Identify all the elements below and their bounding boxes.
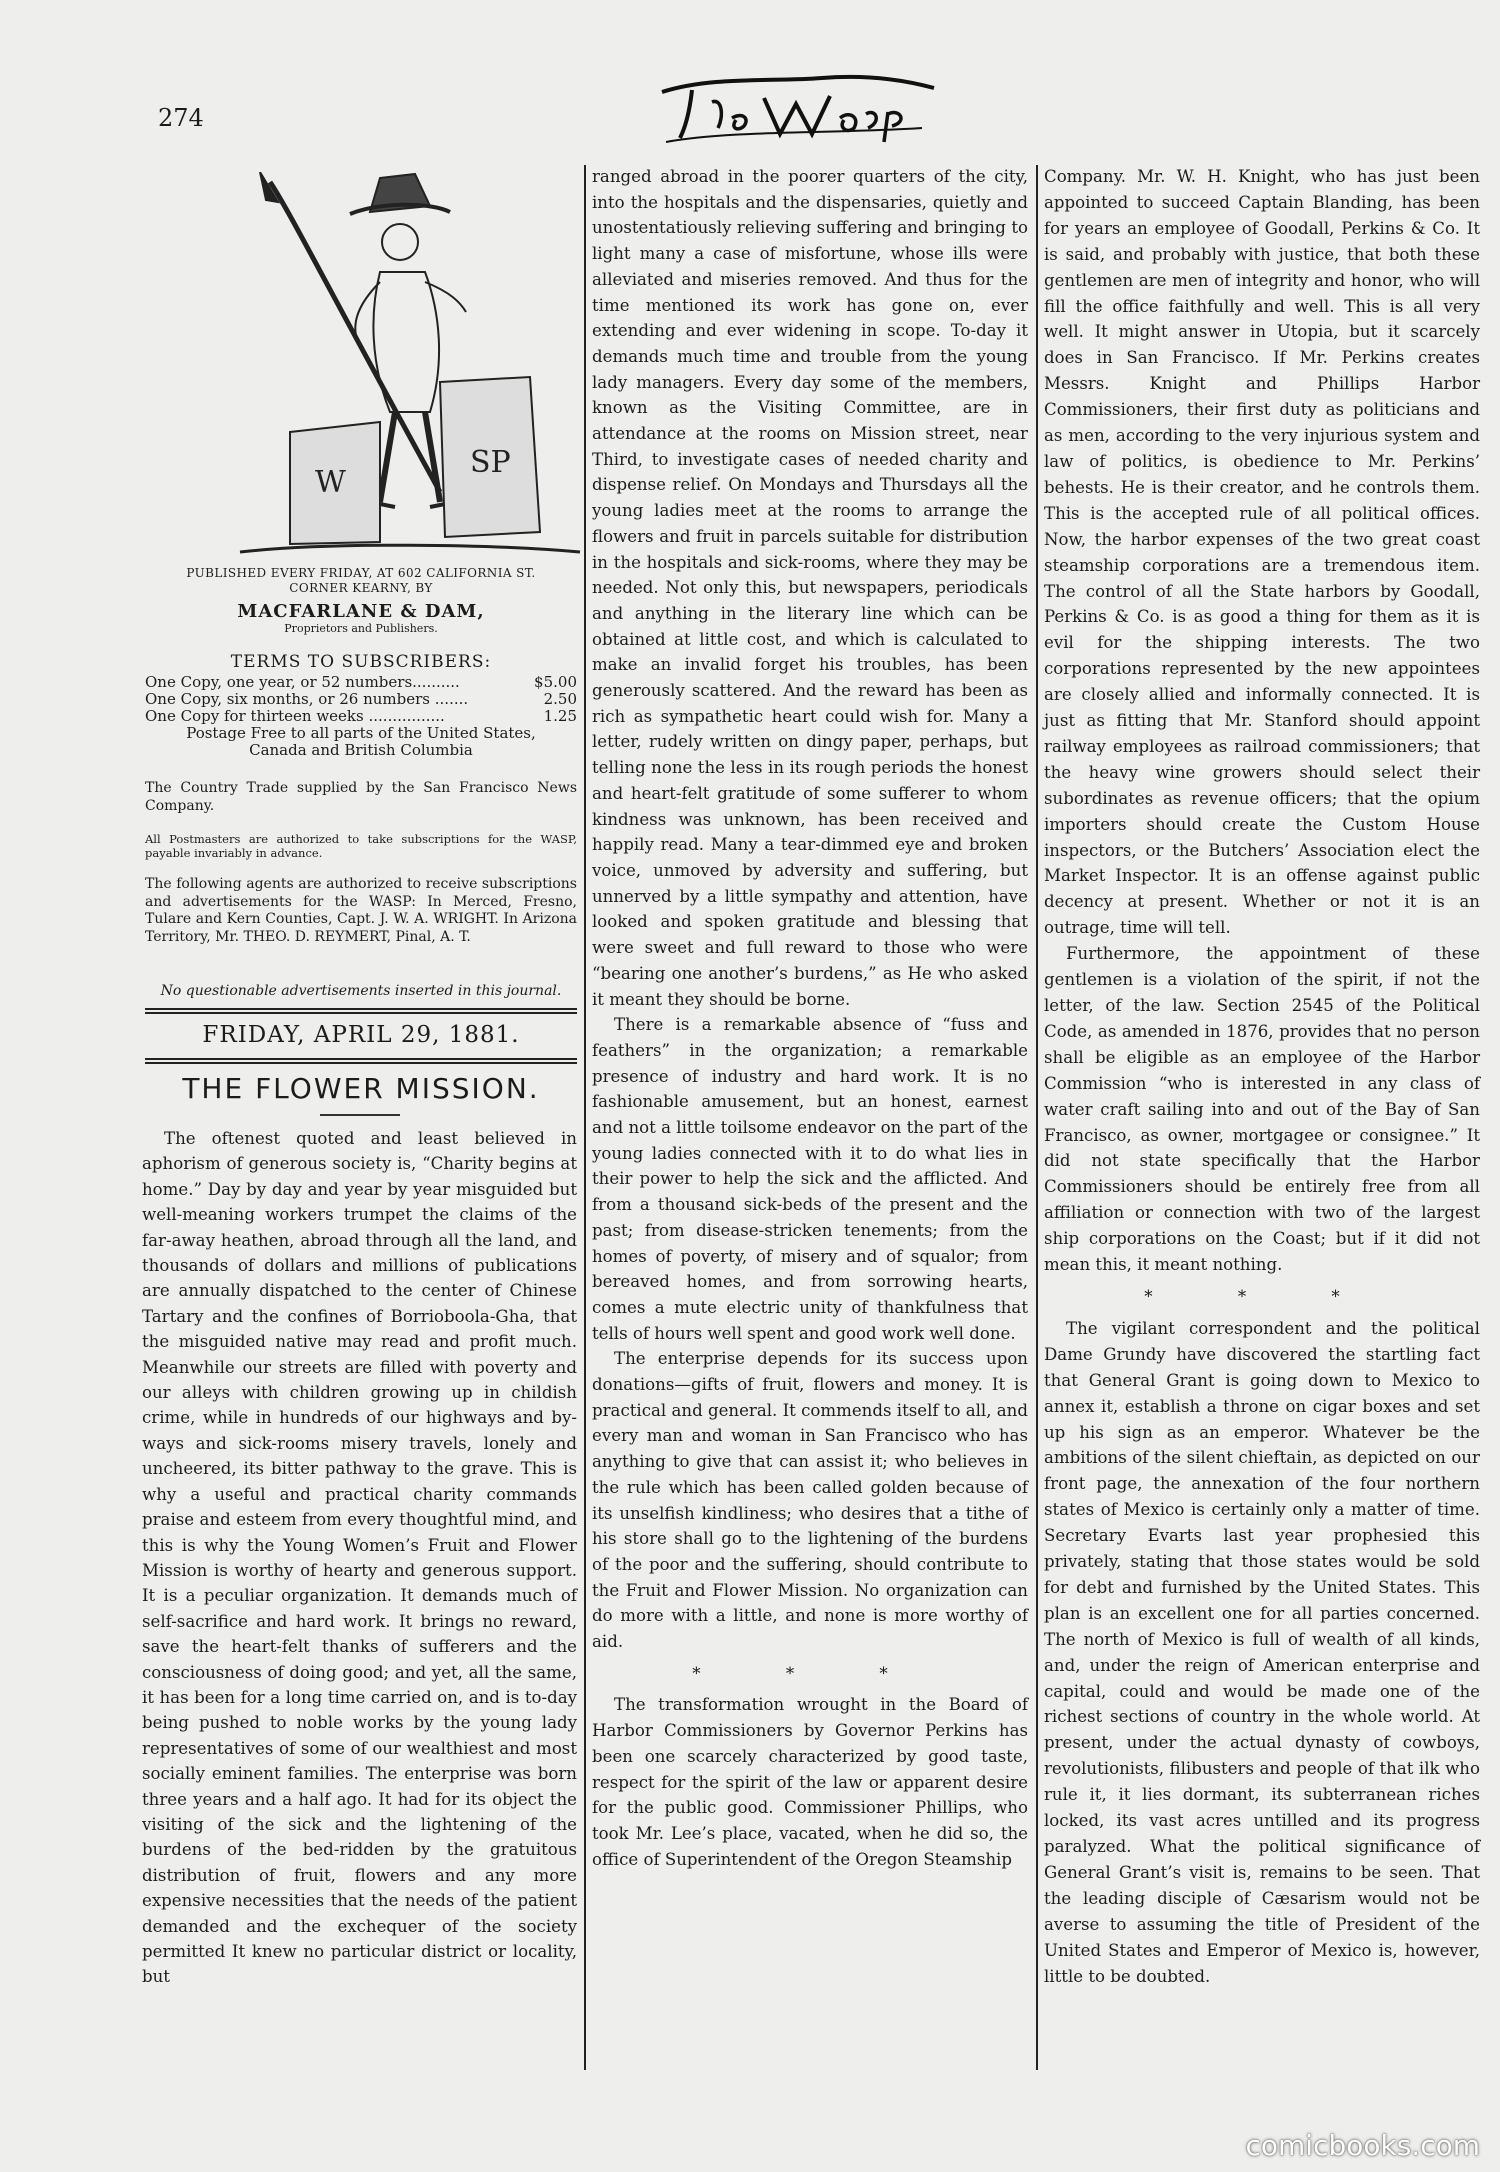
postmasters-note: All Postmasters are authorized to take subscriptions for the WASP, payable invariably in advance.: [145, 832, 577, 860]
column-3: [1044, 164, 1480, 1989]
terms-row: One Copy, six months, or 26 numbers ....... 2.50: [145, 690, 577, 708]
title-rule: [320, 1114, 400, 1116]
rule: [145, 1062, 577, 1064]
publisher-line1: PUBLISHED EVERY FRIDAY, AT 602 CALIFORNIA ST.: [186, 566, 536, 580]
no-ads-notice: No questionable advertisements inserted in this journal.: [160, 983, 562, 999]
rule: [145, 1008, 577, 1010]
paragraph: The transformation wrought in the Board of Harbor Commissioners by Governor Perkins has been one scarcely characterized by good taste, respect for the spirit of the law or apparent desire for the public good. Commissioner Phillips, who took Mr. Lee’s place, vacated, when he did so, the office of Superintendent of the Oregon Steamship: [592, 1695, 1028, 1869]
svg-text:SP: SP: [470, 445, 511, 480]
terms-row: One Copy, one year, or 52 numbers.......... $5.00: [145, 673, 577, 691]
paragraph: The oftenest quoted and least believed in aphorism of generous society is, “Charity begins at home.” Day by day and year by year misguided but well-meaning workers trumpet the claims of the far-away heathen, abroad through all the land, and thousands of dollars and millions of publications are annually dispatched to the center of Chinese Tartary and the confines of Borrioboola-Gha, that the misguided native may read and profit much. Meanwhile our streets are filled with poverty and our alleys with children growing up in childish crime, while in hundreds of our highways and by-ways and sick-rooms misery travels, lonely and uncheered, its bitter pathway to the grave. This is why a useful and practical charity commands praise and esteem from every thoughtful mind, and this is why the Young Women’s Fruit and Flower Mission is worthy of hearty and generous support. It is a peculiar organization. It demands much of self-sacrifice and hard work. It brings no reward, save the heart-felt thanks of sufferers and the consciousness of doing good; and yet, all the same, it has been for a long time carried on, and is to-day being pushed to noble works by the young lady representatives of some of our wealthiest and most socially eminent families. The enterprise was born three years and a half ago. It had for its object the visiting of the sick and the lightening of the burdens of the bed-ridden by the gratuitous distribution of fruit, flowers and any more expensive necessities that the needs of the patient demanded and the exchequer of the society permitted It knew no particular district or locality, but: [142, 1129, 577, 1987]
issue-date: FRIDAY, APRIL 29, 1881.: [202, 1022, 520, 1048]
paragraph: Furthermore, the appointment of these gentlemen is a violation of the spirit, if not the letter, of the law. Section 2545 of the Political Code, as amended in 1876, provides that no person shall be eligible as an employee of the Harbor Commission “who is interested in any class of water craft sailing into and out of the Bay of San Francisco, as owner, mortgagee or consignee.” It did not state specifically that the Harbor Commissioners should be entirely free from all affiliation or connection with two of the largest ship corporations on the Coast; but if it did not mean this, it meant nothing.: [1044, 944, 1480, 1275]
section-stars: * * *: [692, 1663, 928, 1683]
terms-table: [145, 674, 577, 759]
postage-note: Postage Free to all parts of the United States, Canada and British Columbia: [186, 724, 536, 759]
rule: [145, 1058, 577, 1060]
publisher-line2: CORNER KEARNY, BY: [289, 581, 433, 595]
masthead-logo: [652, 68, 942, 148]
paragraph: Company. Mr. W. H. Knight, who has just been appointed to succeed Captain Blanding, has been for years an employee of Goodall, Perkins & Co. It is said, and probably with justice, that both these gentlemen are men of integrity and honor, who will fill the office faithfully and well. This is all very well. It might answer in Utopia, but it scarcely does in San Francisco. If Mr. Perkins creates Messrs. Knight and Phillips Harbor Commissioners, their first duty as politicians and as men, according to the very injurious system and law of politics, is obedience to Mr. Perkins’ behests. He is their creator, and he controls them. This is the accepted rule of all political offices. Now, the harbor expenses of the two great coast steamship corporations are a tremendous item. The control of all the State harbors by Goodall, Perkins & Co. is as good a thing for them as it is evil for the shipping interests. The two corporations represented by the new appointees are closely allied and informally connected. It is just as fitting that Mr. Stanford should appoint railway employees as railroad commissioners; that the heavy wine growers should select their subordinates as revenue officers; that the opium importers should create the Custom House inspectors, or the Butchers’ Association elect the Market Inspector. It is an offense against public decency at present. Whether or not it is an outrage, time will tell.: [1044, 167, 1480, 938]
rule: [145, 1012, 577, 1014]
paragraph: ranged abroad in the poorer quarters of the city, into the hospitals and the dispensaries, quietly and unostentatiously relieving suffering and bringing to light many a case of misfortune, whose ills were alleviated and miseries removed. And thus for the time mentioned its work has gone on, ever extending and ever widening in scope. To-day it demands much time and trouble from the young lady managers. Every day some of the members, known as the Visiting Committee, are in attendance at the rooms on Mission street, near Third, to investigate cases of needed charity and dispense relief. On Mondays and Thursdays all the young ladies meet at the rooms to arrange the flowers and fruit in parcels suitable for distribution in the hospitals and sick-rooms, where they may be needed. Not only this, but newspapers, periodicals and anything in the literary line which can be obtained at little cost, and which is calculated to make an invalid forget his troubles, has been generously scattered. And the reward has been as rich as sympathetic heart could wish for. Many a letter, rudely written on dingy paper, perhaps, but telling none the less in its rough periods the honest and heart-felt gratitude of some sufferer to whom kindness was unknown, has been received and happily read. Many a tear-dimmed eye and broken voice, unmoved by adversity and suffering, but unnerved by a little sympathy and attention, have looked and spoken gratitude and blessing that were sweet and full reward to those who were “bearing one another’s burdens,” as He who asked it meant they should be borne.: [592, 167, 1028, 1009]
agents-note: The following agents are authorized to receive subscriptions and advertisements for the WASP: In Merced, Fresno, Tulare and Kern Counties, Capt. J. W. A. WRIGHT. In Arizona Territory, Mr. THEO. D. REYMERT, Pinal, A. T.: [145, 876, 577, 945]
publisher-role: Proprietors and Publishers.: [284, 622, 438, 635]
section-stars: * * *: [1144, 1286, 1380, 1306]
country-trade-note: The Country Trade supplied by the San Francisco News Company.: [145, 780, 577, 814]
watermark-text: comicbooks.com: [1245, 2129, 1480, 2162]
svg-text:W: W: [315, 465, 346, 500]
column-1: [142, 1126, 577, 1990]
publisher-names: MACFARLANE & DAM,: [237, 601, 485, 622]
terms-heading: TERMS TO SUBSCRIBERS:: [230, 652, 492, 672]
column-rule: [584, 165, 586, 2070]
article-title: THE FLOWER MISSION.: [182, 1072, 540, 1105]
wasp-mascot-illustration: [230, 172, 590, 562]
column-rule: [1036, 165, 1038, 2070]
column-2: [592, 164, 1028, 1872]
page-number: 274: [158, 104, 204, 132]
paragraph: The enterprise depends for its success upon donations—gifts of fruit, flowers and money. It is practical and general. It commends itself to all, and every man and woman in San Francisco who has anything to give that can assist it; who believes in the rule which has been called golden because of its unselfish kindliness; who desires that a tithe of his store shall go to the lightening of the burdens of the poor and the suffering, should contribute to the Fruit and Flower Mission. No organization can do more with a little, and none is more worthy of aid.: [592, 1349, 1028, 1652]
paragraph: The vigilant correspondent and the political Dame Grundy have discovered the startling fact that General Grant is going down to Mexico to annex it, establish a throne on cigar boxes and set up his sign as an emperor. Whatever be the ambitions of the silent chieftain, as depicted on our front page, the annexation of the four northern states of Mexico is certainly only a matter of time. Secretary Evarts last year prophesied this privately, stating that those states would be sold for debt and furnished by the United States. This plan is an excellent one for all parties concerned. The north of Mexico is full of wealth of all kinds, and, under the reign of American enterprise and capital, could and would be made one of the richest sections of country in the whole world. At present, under the actual dynasty of cowboys, revolutionists, filibusters and people of that ilk who rule it, it lies dormant, its subterranean riches locked, its vast acres untilled and its progress paralyzed. What the political significance of General Grant’s visit is, remains to be seen. That the leading disciple of Cæsarism would not be averse to assuming the title of President of the United States and Emperor of Mexico is, however, little to be doubted.: [1044, 1318, 1480, 1986]
paragraph: There is a remarkable absence of “fuss and feathers” in the organization; a remarkable presence of industry and hard work. It is no fashionable amusement, but an honest, earnest and not a little toilsome endeavor on the part of the young ladies connected with it to do what lies in their power to help the sick and the afflicted. And from a thousand sick-beds of the present and the past; from disease-stricken tenements; from the homes of poverty, of misery and of squalor; from bereaved homes, and from sorrowing hearts, comes a mute electric unity of thankfulness that tells of hours well spent and good work well done.: [592, 1015, 1029, 1343]
terms-row: One Copy for thirteen weeks ................ 1.25: [145, 707, 577, 725]
